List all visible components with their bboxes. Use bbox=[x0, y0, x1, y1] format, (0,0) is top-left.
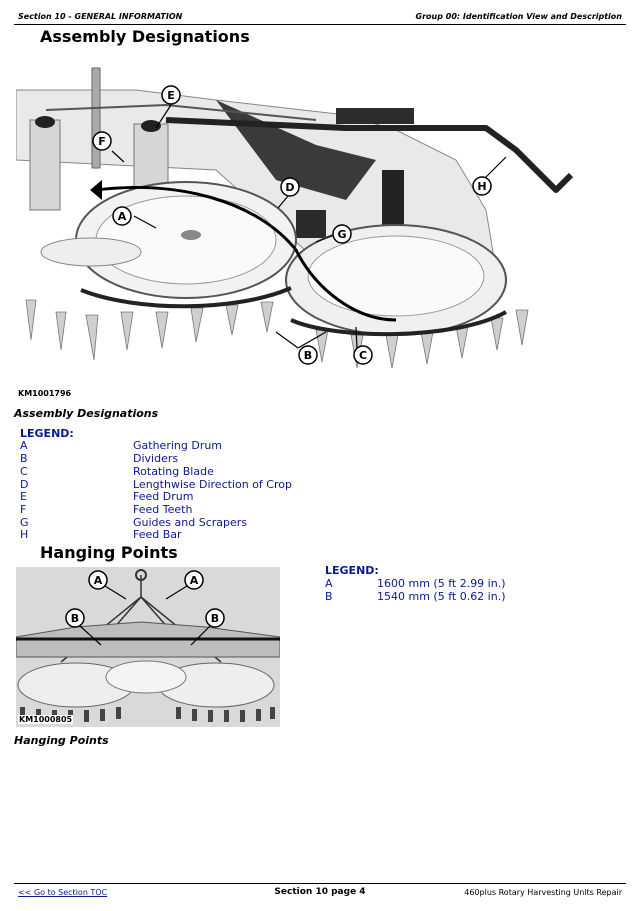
legend-key: F bbox=[20, 503, 27, 516]
assembly-legend bbox=[20, 427, 320, 542]
page-footer bbox=[14, 883, 626, 900]
assembly-heading: Assembly Designations bbox=[40, 27, 250, 46]
legend-value: 1540 mm (5 ft 0.62 in.) bbox=[377, 590, 506, 603]
legend-title: LEGEND: bbox=[325, 564, 379, 577]
legend-value: Feed Drum bbox=[133, 490, 194, 503]
legend-value: Rotating Blade bbox=[133, 465, 214, 478]
legend-key: B bbox=[325, 590, 333, 603]
hanging-legend bbox=[325, 564, 615, 609]
legend-value: Lengthwise Direction of Crop bbox=[133, 478, 292, 491]
page-number: Section 10 page 4 bbox=[274, 887, 366, 897]
hanging-image-id: KM1000805 bbox=[19, 715, 73, 724]
legend-key: B bbox=[20, 452, 28, 465]
legend-value: Feed Teeth bbox=[133, 503, 193, 516]
assembly-image-id: KM1001796 bbox=[18, 389, 72, 398]
legend-key: E bbox=[20, 490, 27, 503]
legend-title: LEGEND: bbox=[20, 427, 74, 440]
callout-b: B bbox=[70, 612, 80, 625]
assembly-caption: Assembly Designations bbox=[14, 407, 159, 420]
legend-value: 1600 mm (5 ft 2.99 in.) bbox=[377, 577, 506, 590]
callout-b: B bbox=[303, 349, 313, 362]
legend-key: A bbox=[20, 439, 28, 452]
callout-c: C bbox=[358, 349, 368, 362]
callout-g: G bbox=[337, 228, 347, 241]
callout-d: D bbox=[285, 181, 295, 194]
page-header bbox=[14, 8, 626, 25]
legend-key: A bbox=[325, 577, 333, 590]
callout-h: H bbox=[477, 180, 487, 193]
assembly-illustration bbox=[16, 50, 608, 380]
callout-a: A bbox=[117, 210, 127, 223]
legend-value: Gathering Drum bbox=[133, 439, 223, 452]
header-group: Group 00: Identification View and Description bbox=[415, 12, 622, 21]
callout-a: A bbox=[93, 574, 103, 587]
callout-b: B bbox=[210, 612, 220, 625]
legend-key: H bbox=[20, 528, 29, 541]
callout-f: F bbox=[98, 135, 106, 148]
legend-value: Guides and Scrapers bbox=[133, 516, 248, 529]
legend-value: Feed Bar bbox=[133, 528, 182, 541]
header-section: Section 10 - GENERAL INFORMATION bbox=[18, 12, 183, 21]
manual-title: 460plus Rotary Harvesting Units Repair bbox=[464, 888, 622, 897]
hanging-caption: Hanging Points bbox=[14, 734, 109, 747]
hanging-heading: Hanging Points bbox=[40, 543, 178, 562]
hanging-illustration bbox=[16, 567, 280, 727]
toc-link[interactable]: << Go to Section TOC bbox=[18, 888, 108, 897]
legend-key: C bbox=[20, 465, 28, 478]
callout-e: E bbox=[167, 89, 175, 102]
legend-key: G bbox=[20, 516, 29, 529]
legend-value: Dividers bbox=[133, 452, 179, 465]
legend-key: D bbox=[20, 478, 29, 491]
callout-a: A bbox=[189, 574, 199, 587]
